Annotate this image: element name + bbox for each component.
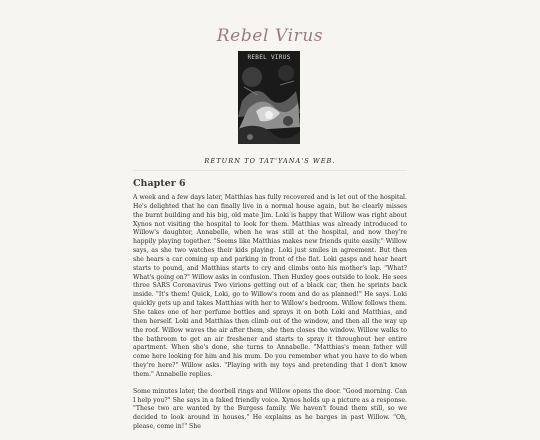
chapter-heading: Chapter 6 <box>133 178 186 189</box>
story-title: Rebel Virus <box>216 26 324 46</box>
chapter-paragraph: Some minutes later, the doorbell rings and Willow opens the door. "Good morning. Can I help you?" She says in a faked friendly voice. Xynos holds up a picture as a response. "These two are wanted by the Burgess family. We haven't found them still, so we decided to look around in houses." He explains as he barges in past Willow. "Oh, please, come in!" She <box>133 387 407 431</box>
cover-title: REBEL VIRUS <box>247 54 291 61</box>
section-divider <box>133 170 407 171</box>
chapter-paragraph: A week and a few days later, Matthias has fully recovered and is let out of the hospital. He's delighted that he can finally live in a normal house again, but he clearly misses the burnt building and his big, old mate Jim. Loki is happy that Willow was right about Xynos not visiting the hospital to look for them. Matthias was already introduced to Willow's daughter, Annabelle, when he was still at the hospital, and now they're happily playing together. "Seems like Matthias makes new friends quite easily." Willow says, as she two watches their kids playing. Loki just smiles in agreement. But then she hears a car coming up and parking in front of the flat. Loki gasps and hear heart starts to pound, and Matthias starts to cry and climbs onto his mother's lap. "What? What's going on?" Willow asks in confusion. Then Huxley goes outside to look. He sees three SARS Coronavirus Two virions getting out of a black car, then he sprints back inside. "It's them! Quick, Loki, go to Willow's room and do as planned!" He says. Loki quickly gets up and takes Matthias with her to Willow's bedroom. Willow follows them. She takes one of her perfume bottles and sprays it on both Loki and Matthias, and then herself. Loki and Matthias then climb out of the window, and then all the way up the roof. Willow waves the air after them, she then closes the window. Willow walks to the bathroom to get an air freshener and starts to spray it throughout her entire apartment. When she's done, she turns to Annabelle. "Matthias's mean father will come here looking for him and his mum. Do you remember what you have to do when they're here?" Willow asks. "Playing with my toys and pretending that I don't know them." Annabelle replies. <box>133 194 407 378</box>
cover-artwork <box>238 51 300 144</box>
return-link[interactable]: RETURN TO TAT'YANA'S WEB. <box>204 157 336 165</box>
chapter-text <box>133 194 407 440</box>
cover-image <box>238 51 300 144</box>
